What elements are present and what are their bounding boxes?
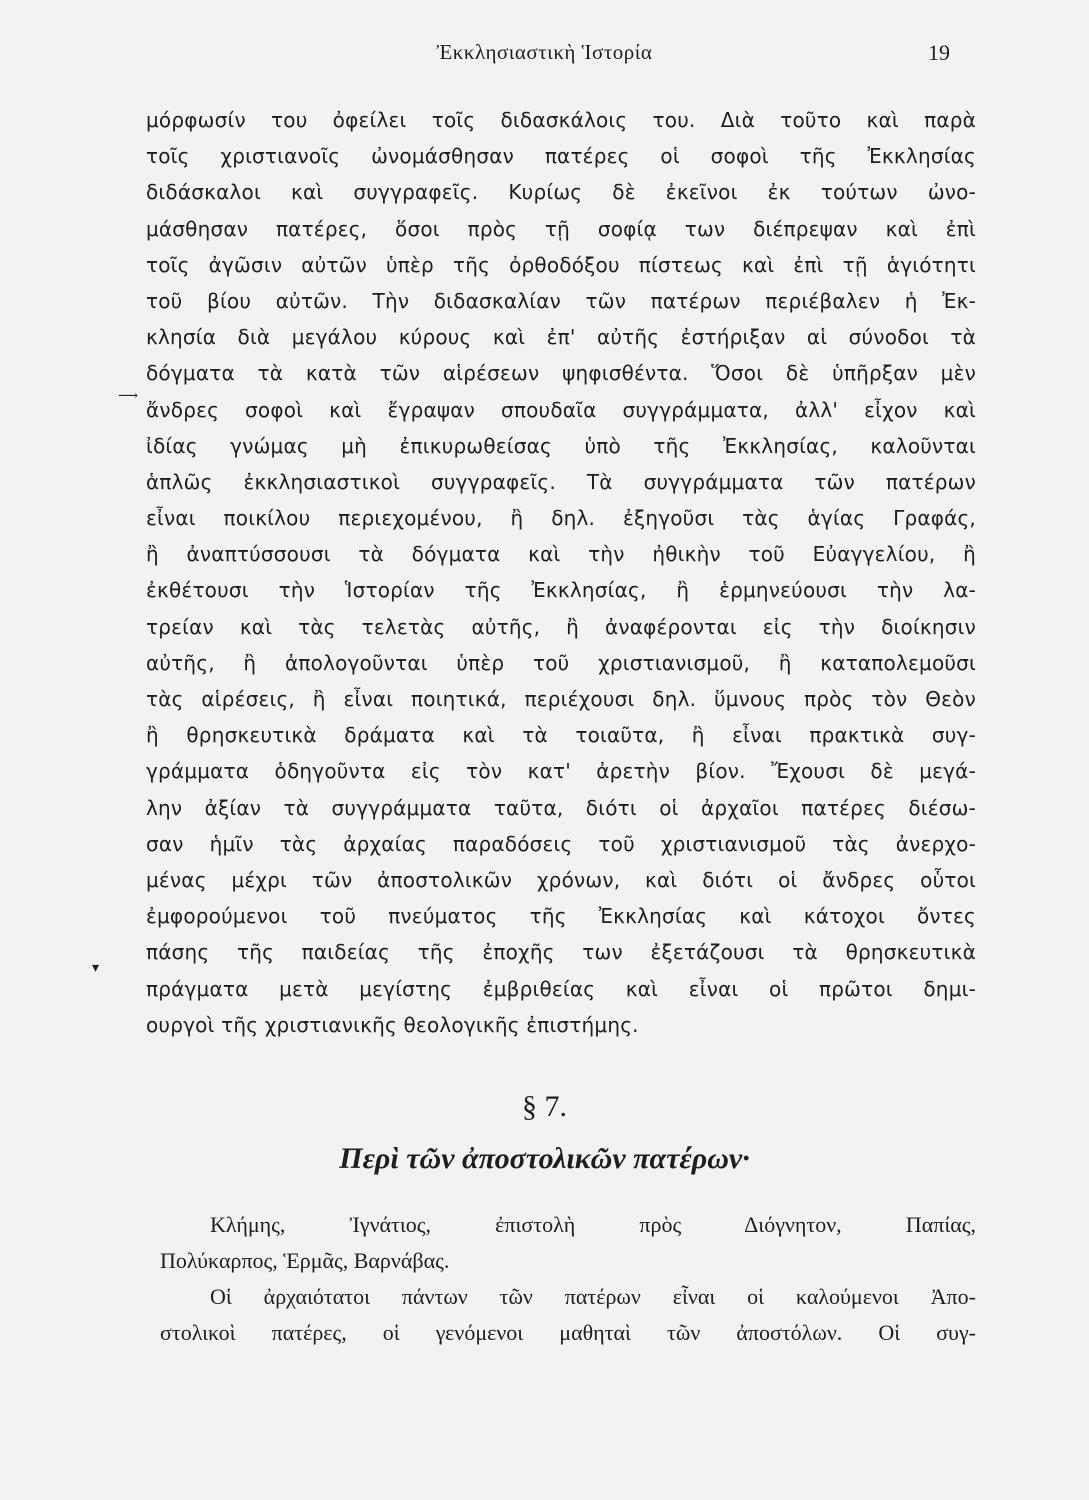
text-line: πάσης τῆς παιδείας τῆς ἐποχῆς των ἐξετάζουσι τὰ θρησκευτικὰ xyxy=(146,940,976,965)
running-title: Ἐκκλησιαστικὴ Ἱστορία xyxy=(436,40,653,64)
text-line: διδάσκαλοι καὶ συγγραφεῖς. Κυρίως δὲ ἐκεῖνοι ἐκ τούτων ὠνο- xyxy=(146,180,976,205)
text-line: ἐμφορούμενοι τοῦ πνεύματος τῆς Ἐκκλησίας καὶ κάτοχοι ὄντες xyxy=(146,904,976,929)
text-line: τοῖς ἀγῶσιν αὐτῶν ὑπὲρ τῆς ὀρθοδόξου πίστεως καὶ ἐπὶ τῇ ἁγιότητι xyxy=(146,252,976,277)
section-number: § 7. xyxy=(522,1090,567,1123)
margin-mark: ⟶ xyxy=(118,388,139,404)
text-line: ἄνδρες σοφοὶ καὶ ἔγραψαν σπουδαῖα συγγράμματα, ἀλλ' εἶχον καὶ xyxy=(146,397,976,422)
text-line: ἰδίας γνώμας μὴ ἐπικυρωθείσας ὑπὸ τῆς Ἐκκλησίας, καλοῦνται xyxy=(146,433,976,458)
section-title: Περὶ τῶν ἀποστολικῶν πατέρων· xyxy=(339,1142,750,1175)
text-line: τοῦ βίου αὐτῶν. Τὴν διδασκαλίαν τῶν πατέρων περιέβαλεν ἡ Ἐκ- xyxy=(146,288,976,313)
text-line: ἢ θρησκευτικὰ δράματα καὶ τὰ τοιαῦτα, ἢ εἶναι πρακτικὰ συγ- xyxy=(146,723,976,748)
text-line: ουργοὶ τῆς χριστιανικῆς θεολογικῆς ἐπιστήμης. xyxy=(146,1012,639,1037)
section-intro xyxy=(160,1279,976,1351)
text-line: τρείαν καὶ τὰς τελετὰς αὐτῆς, ἢ ἀναφέρονται εἰς τὴν διοίκησιν xyxy=(146,614,976,639)
intro-line: Οἱ ἀρχαιότατοι πάντων τῶν πατέρων εἶναι οἱ καλούμενοι Ἀπο- xyxy=(210,1284,976,1309)
body-text xyxy=(146,102,976,1043)
text-line: ἢ ἀναπτύσσουσι τὰ δόγματα καὶ τὴν ἠθικὴν τοῦ Εὐαγγελίου, ἢ xyxy=(146,542,976,567)
section-summary xyxy=(160,1207,976,1279)
intro-line: στολικοὶ πατέρες, οἱ γενόμενοι μαθηταὶ τῶν ἀποστόλων. Οἱ συγ- xyxy=(160,1320,976,1345)
text-line: τοῖς χριστιανοῖς ὠνομάσθησαν πατέρες οἱ σοφοὶ τῆς Ἐκκλησίας xyxy=(146,144,976,169)
summary-line: Πολύκαρπος, Ἑρμᾶς, Βαρνάβας. xyxy=(160,1248,450,1273)
text-line: εἶναι ποικίλου περιεχομένου, ἢ δηλ. ἐξηγοῦσι τὰς ἁγίας Γραφάς, xyxy=(146,506,976,531)
text-line: πράγματα μετὰ μεγίστης ἐμβριθείας καὶ εἶναι οἱ πρῶτοι δημι- xyxy=(146,976,976,1001)
text-line: κλησία διὰ μεγάλου κύρους καὶ ἐπ' αὐτῆς ἐστήριξαν αἱ σύνοδοι τὰ xyxy=(146,325,976,350)
text-line: γράμματα ὁδηγοῦντα εἰς τὸν κατ' ἀρετὴν βίον. Ἔχουσι δὲ μεγά- xyxy=(146,759,976,784)
page-number: 19 xyxy=(928,40,950,65)
text-line: τὰς αἱρέσεις, ἢ εἶναι ποιητικά, περιέχουσι δηλ. ὕμνους πρὸς τὸν Θεὸν xyxy=(146,687,976,711)
text-line: μάσθησαν πατέρες, ὅσοι πρὸς τῇ σοφίᾳ των διέπρεψαν καὶ ἐπὶ xyxy=(146,216,976,241)
text-line: μένας μέχρι τῶν ἀποστολικῶν χρόνων, καὶ διότι οἱ ἄνδρες οὗτοι xyxy=(146,867,976,892)
text-line: αὐτῆς, ἢ ἀπολογοῦνται ὑπὲρ τοῦ χριστιανισμοῦ, ἢ καταπολεμοῦσι xyxy=(146,650,976,675)
text-line: σαν ἡμῖν τὰς ἀρχαίας παραδόσεις τοῦ χριστιανισμοῦ τὰς ἀνερχο- xyxy=(146,831,976,856)
text-line: ἐκθέτουσι τὴν Ἱστορίαν τῆς Ἐκκλησίας, ἢ ἑρμηνεύουσι τὴν λα- xyxy=(146,578,976,603)
text-line: δόγματα τὰ κατὰ τῶν αἱρέσεων ψηφισθέντα. Ὅσοι δὲ ὑπῆρξαν μὲν xyxy=(146,361,976,386)
summary-line: Κλήμης, Ἰγνάτιος, ἐπιστολὴ πρὸς Διόγνητον, Παπίας, xyxy=(210,1212,976,1237)
text-line: μόρφωσίν του ὀφείλει τοῖς διδασκάλοις του. Διὰ τοῦτο καὶ παρὰ xyxy=(146,108,976,132)
margin-mark: ▾ xyxy=(92,960,100,976)
text-line: λην ἀξίαν τὰ συγγράμματα ταῦτα, διότι οἱ ἀρχαῖοι πατέρες διέσω- xyxy=(146,795,976,820)
text-line: ἁπλῶς ἐκκλησιαστικοὶ συγγραφεῖς. Τὰ συγγράμματα τῶν πατέρων xyxy=(146,469,976,494)
